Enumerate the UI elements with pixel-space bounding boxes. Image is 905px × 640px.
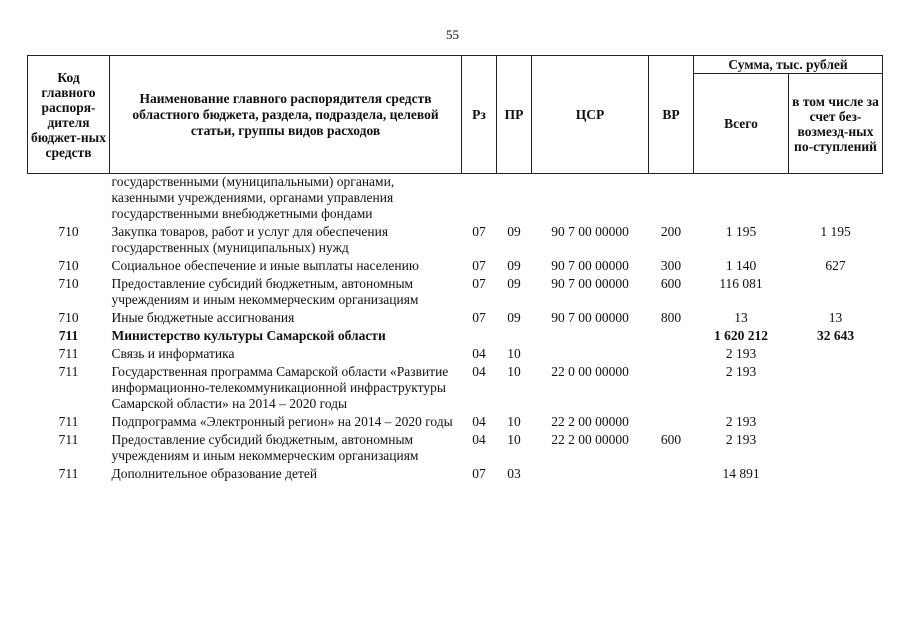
cell-pr xyxy=(497,326,532,344)
cell-pr: 09 xyxy=(507,276,521,291)
cell-name: государственными (муниципальными) органами, казенными учреждениями, органами управления государственными внебюджетными фондами xyxy=(111,174,395,221)
cell-csr xyxy=(532,344,649,362)
cell-total: 1 195 xyxy=(725,224,757,239)
cell-vr xyxy=(649,362,694,412)
cell-total: 2 193 xyxy=(725,414,757,429)
cell-rz: 07 xyxy=(472,224,486,239)
cell-csr xyxy=(532,174,649,223)
cell-rz: 07 xyxy=(472,466,486,481)
cell-csr: 90 7 00 00000 xyxy=(551,224,629,239)
cell-vr xyxy=(649,174,694,223)
cell-vr: 600 xyxy=(660,432,682,447)
cell-total: 2 193 xyxy=(725,364,757,379)
header-csr: ЦСР xyxy=(532,56,649,174)
cell-csr: 22 2 00 00000 xyxy=(551,414,629,429)
header-sum: Сумма, тыс. рублей xyxy=(694,56,883,74)
cell-gratis: 32 643 xyxy=(816,328,855,343)
table-row xyxy=(28,464,883,482)
cell-total: 2 193 xyxy=(725,346,757,361)
cell-vr: 200 xyxy=(660,224,682,239)
cell-code: 711 xyxy=(58,414,79,429)
cell-csr: 90 7 00 00000 xyxy=(551,276,629,291)
cell-name: Предоставление субсидий бюджетным, автономным учреждениям и иным некоммерческим организациям xyxy=(111,432,419,463)
table-header xyxy=(28,56,883,174)
cell-vr xyxy=(649,412,694,430)
cell-pr: 10 xyxy=(507,346,521,361)
cell-code: 710 xyxy=(58,224,79,239)
header-total: Всего xyxy=(694,74,789,174)
cell-vr xyxy=(649,344,694,362)
cell-total: 1 140 xyxy=(725,258,757,273)
table-row xyxy=(28,308,883,326)
cell-rz xyxy=(462,174,497,223)
cell-total: 14 891 xyxy=(722,466,760,481)
cell-csr: 90 7 00 00000 xyxy=(551,310,629,325)
header-gratis: в том числе за счет без-возмезд-ных по-ступлений xyxy=(789,74,883,174)
cell-total xyxy=(694,174,789,223)
cell-gratis xyxy=(789,412,883,430)
header-rz: Рз xyxy=(462,56,497,174)
cell-total: 1 620 212 xyxy=(714,328,768,343)
cell-name: Государственная программа Самарской области «Развитие информационно-телекоммуникационной инфраструктуры Самарской области» на 2014 – 2020 годы xyxy=(111,364,449,411)
cell-rz xyxy=(462,326,497,344)
cell-gratis xyxy=(789,274,883,308)
cell-name: Закупка товаров, работ и услуг для обеспечения государственных (муниципальных) нужд xyxy=(111,224,389,255)
cell-name: Социальное обеспечение и иные выплаты населению xyxy=(111,258,419,273)
cell-rz: 04 xyxy=(472,432,486,447)
cell-gratis xyxy=(789,464,883,482)
cell-vr xyxy=(649,326,694,344)
cell-total: 13 xyxy=(734,310,748,325)
cell-rz: 04 xyxy=(472,364,486,379)
header-pr: ПР xyxy=(497,56,532,174)
cell-code: 710 xyxy=(58,258,79,273)
cell-rz: 07 xyxy=(472,310,486,325)
cell-csr: 22 0 00 00000 xyxy=(551,364,629,379)
cell-gratis xyxy=(789,174,883,223)
cell-code: 710 xyxy=(58,310,79,325)
cell-rz: 07 xyxy=(472,276,486,291)
header-vr: ВР xyxy=(649,56,694,174)
budget-table xyxy=(27,55,883,482)
cell-gratis xyxy=(789,362,883,412)
cell-pr xyxy=(497,174,532,223)
header-code: Код главного распоря-дителя бюджет-ных средств xyxy=(28,56,110,174)
cell-total: 2 193 xyxy=(725,432,757,447)
cell-code: 711 xyxy=(58,466,79,481)
cell-code: 711 xyxy=(58,364,79,379)
cell-pr: 09 xyxy=(507,310,521,325)
cell-csr: 22 2 00 00000 xyxy=(551,432,629,447)
cell-code: 711 xyxy=(58,432,79,447)
cell-vr: 600 xyxy=(660,276,682,291)
cell-pr: 09 xyxy=(507,224,521,239)
table-row xyxy=(28,222,883,256)
table-row xyxy=(28,362,883,412)
table-row xyxy=(28,256,883,274)
cell-name: Предоставление субсидий бюджетным, автономным учреждениям и иным некоммерческим организациям xyxy=(111,276,419,307)
cell-pr: 10 xyxy=(507,414,521,429)
cell-gratis: 627 xyxy=(825,258,846,273)
cell-gratis xyxy=(789,344,883,362)
cell-csr xyxy=(532,326,649,344)
header-name: Наименование главного распорядителя средств областного бюджета, раздела, подраздела, целевой статьи, группы видов расходов xyxy=(110,56,462,174)
cell-csr xyxy=(532,464,649,482)
cell-pr: 03 xyxy=(507,466,521,481)
cell-name: Министерство культуры Самарской области xyxy=(111,328,386,343)
cell-code xyxy=(28,174,110,223)
table-row xyxy=(28,274,883,308)
cell-gratis: 13 xyxy=(828,310,843,325)
cell-name: Связь и информатика xyxy=(111,346,235,361)
table-row xyxy=(28,344,883,362)
cell-pr: 10 xyxy=(507,364,521,379)
page-number: 55 xyxy=(446,27,459,42)
cell-name: Иные бюджетные ассигнования xyxy=(111,310,295,325)
cell-pr: 10 xyxy=(507,432,521,447)
cell-gratis: 1 195 xyxy=(820,224,851,239)
cell-vr: 300 xyxy=(660,258,682,273)
table-row xyxy=(28,412,883,430)
cell-csr: 90 7 00 00000 xyxy=(551,258,629,273)
cell-vr: 800 xyxy=(660,310,682,325)
cell-code: 711 xyxy=(58,328,79,343)
cell-rz: 04 xyxy=(472,346,486,361)
cell-vr xyxy=(649,464,694,482)
cell-pr: 09 xyxy=(507,258,521,273)
cell-code: 711 xyxy=(58,346,79,361)
table-row xyxy=(28,326,883,344)
table-row xyxy=(28,174,883,223)
cell-total: 116 081 xyxy=(719,276,763,291)
cell-rz: 04 xyxy=(472,414,486,429)
cell-gratis xyxy=(789,430,883,464)
cell-name: Дополнительное образование детей xyxy=(111,466,318,481)
cell-rz: 07 xyxy=(472,258,486,273)
table-body xyxy=(28,174,883,483)
cell-name: Подпрограмма «Электронный регион» на 2014 – 2020 годы xyxy=(111,414,453,429)
table-row xyxy=(28,430,883,464)
cell-code: 710 xyxy=(58,276,79,291)
